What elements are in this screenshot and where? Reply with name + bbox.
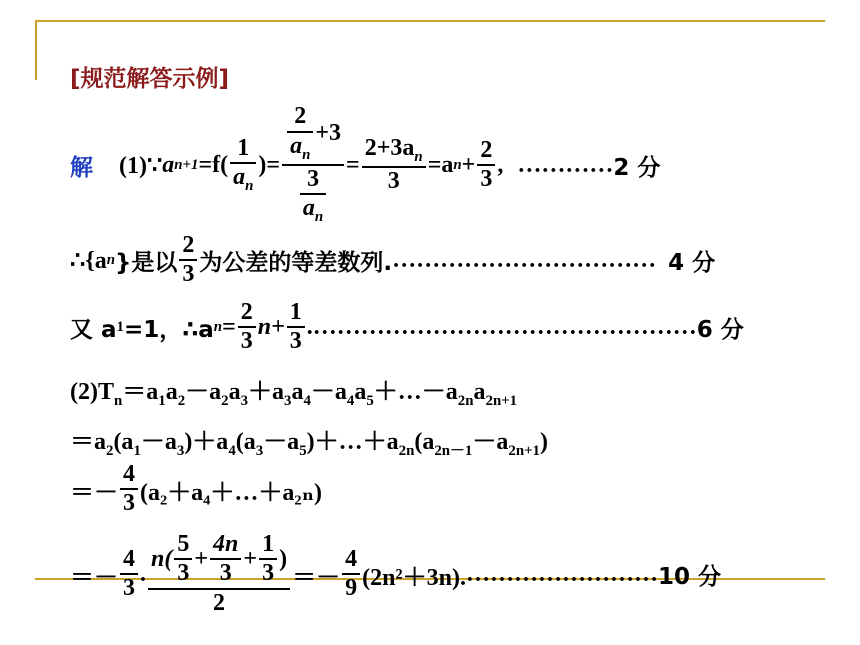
denominator: 3 <box>177 560 190 587</box>
big-fraction <box>148 532 290 616</box>
solution-line-4 <box>70 368 517 412</box>
plus: + <box>461 151 476 178</box>
solution-line-5 <box>70 418 548 462</box>
therefore-an: =1，∴a <box>123 316 214 343</box>
solution-line-6 <box>70 462 322 516</box>
final-expression: (2n²＋3n). <box>362 564 466 591</box>
numerator: 1 <box>262 531 275 558</box>
period: . <box>306 313 313 340</box>
denominator: 3 <box>387 168 400 195</box>
text-mid: }是以 <box>115 249 178 276</box>
numerator: 4 <box>123 460 135 487</box>
equals: = <box>222 313 236 340</box>
comma: , <box>497 151 504 178</box>
score-2: 2 分 <box>613 154 661 181</box>
denominator: 3 <box>182 261 195 287</box>
denominator: 9 <box>345 575 358 601</box>
fraction-2-over-3 <box>238 300 256 354</box>
fraction-2-plus-3an-over-3 <box>362 136 426 195</box>
denominator: 3 <box>480 166 493 192</box>
numerator: 4 <box>123 545 135 572</box>
den-a: a <box>302 195 315 222</box>
den-a: a <box>290 132 303 159</box>
fraction-1-over-an <box>230 136 256 195</box>
sub-n: n <box>213 318 223 335</box>
den-a: a <box>233 163 246 190</box>
numerator: 4 <box>345 545 358 572</box>
numerator: 1 <box>237 134 250 161</box>
plus: + <box>243 545 258 572</box>
compound-fraction <box>282 104 344 225</box>
eq-minus: ＝－ <box>70 564 118 591</box>
section-heading: [规范解答示例] <box>70 66 230 92</box>
solution-line-2 <box>70 231 716 287</box>
denominator <box>287 134 313 163</box>
numerator: 5 <box>177 531 190 558</box>
num-sub-n: n <box>414 148 423 165</box>
sub-n: n <box>453 156 462 173</box>
equals: = <box>346 151 360 178</box>
eq-minus: ＝－ <box>70 479 118 506</box>
num-text: 2+3a <box>364 134 415 161</box>
equals-a: =a <box>427 151 454 178</box>
fraction-2-over-3 <box>477 138 495 192</box>
fraction-4-over-3 <box>120 547 138 601</box>
score-4: 4 分 <box>668 249 716 276</box>
denominator <box>230 165 256 194</box>
fraction-3-over-an <box>300 167 326 226</box>
sub-n-plus-1: n+1 <box>174 156 199 173</box>
leader-dots: ………… <box>517 151 614 178</box>
numerator <box>362 136 426 165</box>
denominator <box>300 196 326 225</box>
given-a1: 又 a <box>70 316 117 343</box>
n-plus: n+ <box>257 313 285 340</box>
denominator: 3 <box>123 575 135 601</box>
numerator: 2 <box>480 136 493 163</box>
den-n: n <box>302 146 311 163</box>
fraction-1-over-3 <box>287 300 305 354</box>
leader-dots: …………………… <box>465 560 658 587</box>
solution-line-3 <box>70 298 744 354</box>
close-paren: ) <box>279 545 288 572</box>
left-rule <box>35 20 37 80</box>
big-numerator <box>148 532 290 586</box>
sub-1: 1 <box>116 318 124 335</box>
even-sum: (a₂＋a₄＋…＋a₂ₙ) <box>140 479 323 506</box>
denominator: 3 <box>289 328 302 354</box>
denominator: 3 <box>240 328 253 354</box>
fraction-4n-over-3 <box>210 532 241 586</box>
score-10: 10 分 <box>657 563 721 590</box>
compound-denominator <box>295 167 331 226</box>
solution-line-1 <box>70 103 661 225</box>
numerator: 1 <box>289 298 302 325</box>
part-1-prefix: (1)∵ <box>119 152 163 179</box>
text-post: 为公差的等差数列. <box>199 249 393 276</box>
eq-f: =f( <box>198 151 229 178</box>
fraction-4-over-9 <box>342 547 360 601</box>
fraction-4-over-3 <box>120 462 138 516</box>
denominator: 3 <box>123 490 135 516</box>
den-n: n <box>245 177 254 194</box>
numerator: 2 <box>182 231 195 258</box>
plus: + <box>194 545 209 572</box>
fraction-2-over-an <box>287 104 313 163</box>
denominator: 2 <box>213 589 226 616</box>
leader-dots: ………………………………………… <box>312 313 697 340</box>
grouped-sum: $=a_2(a_1-a_3)+a_4(a_3-a_5)+\dots+a_{2n}(a_{2n-1}-a_{2n+1})$ <box>70 428 548 459</box>
numerator: 4n <box>213 531 239 558</box>
leader-dots: …………………………… <box>392 246 657 273</box>
top-rule <box>35 20 825 22</box>
n-open: n( <box>151 545 173 572</box>
term-a: a <box>162 151 175 178</box>
fraction-1-over-3 <box>259 532 277 586</box>
sub-n: n <box>106 251 116 268</box>
fraction-2-over-3 <box>179 233 197 287</box>
denominator: 3 <box>262 560 275 587</box>
numerator: 3 <box>307 166 320 192</box>
close-eq: )= <box>258 151 281 178</box>
solution-label: 解 <box>70 154 93 181</box>
numerator: 2 <box>240 298 253 325</box>
numerator: 2 <box>294 103 307 130</box>
dot: . <box>140 560 146 587</box>
tn-expansion: $(2)T_n=a_1a_2-a_2a_3+a_3a_4-a_4a_5+\dots-a_{2n}a_{2n+1}$ <box>70 378 518 409</box>
score-6: 6 分 <box>696 316 744 343</box>
fraction-5-over-3 <box>174 532 192 586</box>
denominator: 3 <box>219 560 232 587</box>
eq-minus: ＝－ <box>292 564 341 591</box>
den-n: n <box>314 208 324 225</box>
solution-line-7 <box>70 524 721 624</box>
plus-3: +3 <box>315 120 342 147</box>
therefore-an: ∴{a <box>70 247 107 274</box>
compound-numerator <box>282 104 344 163</box>
